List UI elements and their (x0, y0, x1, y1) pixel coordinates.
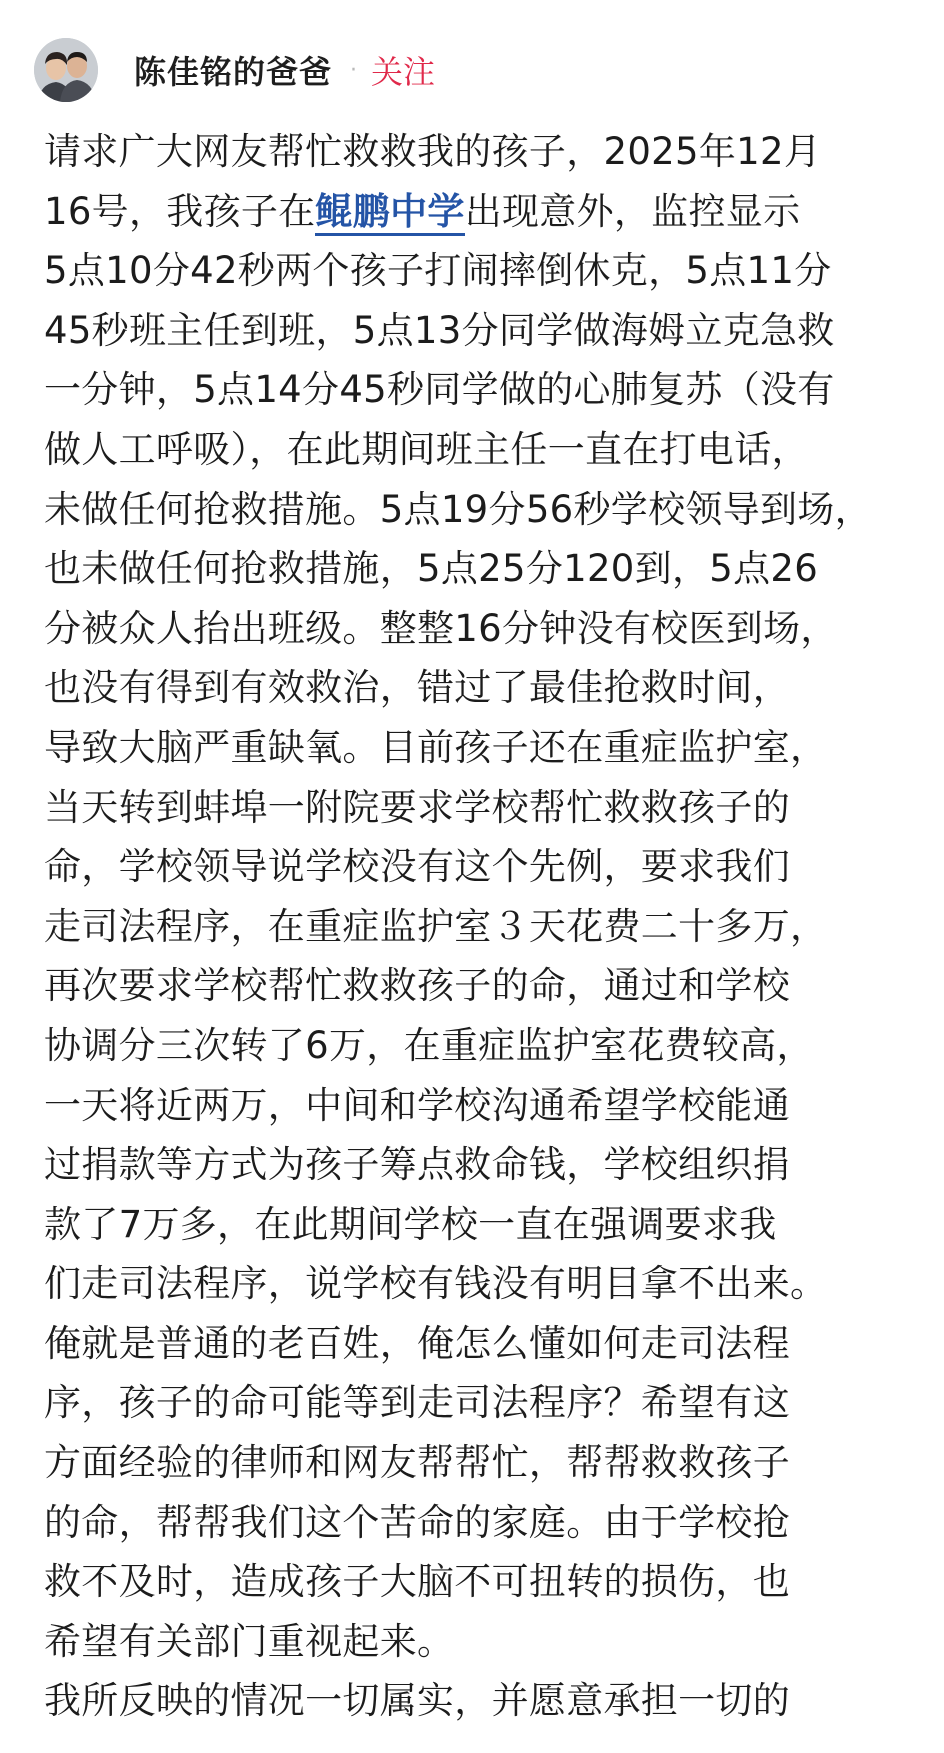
post-line: 协调分三次转了6万，在重症监护室花费较高， (44, 1023, 814, 1067)
post-line: 俺就是普通的老百姓，俺怎么懂如何走司法程 (44, 1321, 790, 1365)
post-line: 救不及时，造成孩子大脑不可扭转的损伤，也 (44, 1560, 790, 1604)
post-line: 序，孩子的命可能等到走司法程序？希望有这 (44, 1381, 790, 1425)
post-line-text: 16号，我孩子在 (44, 189, 316, 233)
post-line: 走司法程序，在重症监护室３天花费二十多万， (44, 904, 828, 948)
topic-link[interactable]: 鲲鹏中学 (315, 190, 464, 236)
post-line: 45秒班主任到班，5点13分同学做海姆立克急救 (44, 308, 835, 352)
post-line: 当天转到蚌埠一附院要求学校帮忙救救孩子的 (44, 785, 790, 829)
follow-button[interactable]: 关注 (371, 53, 436, 91)
post-line: 命，学校领导说学校没有这个先例，要求我们 (44, 845, 790, 889)
post-line: 再次要求学校帮忙救救孩子的命，通过和学校 (44, 964, 790, 1008)
post-header (34, 36, 435, 104)
author-avatar[interactable] (34, 38, 98, 102)
post-line: 过捐款等方式为孩子筹点救命钱，学校组织捐 (44, 1143, 790, 1187)
post-line: 也没有得到有效救治，错过了最佳抢救时间， (44, 666, 790, 710)
post-line (44, 182, 924, 242)
separator-dot: · (350, 57, 358, 83)
post-line: 一分钟，5点14分45秒同学做的心肺复苏（没有 (44, 368, 835, 412)
post-body (44, 122, 924, 1731)
post-line: 导致大脑严重缺氧。目前孩子还在重症监护室， (44, 725, 828, 769)
post-line: 们走司法程序，说学校有钱没有明目拿不出来。 (44, 1262, 828, 1306)
post-line: 方面经验的律师和网友帮帮忙，帮帮救救孩子 (44, 1441, 790, 1485)
post-line: 的命，帮帮我们这个苦命的家庭。由于学校抢 (44, 1500, 790, 1544)
post-line: 也未做任何抢救措施，5点25分120到，5点26 (44, 547, 819, 591)
post-line: 分被众人抬出班级。整整16分钟没有校医到场， (44, 606, 838, 650)
post-line: 未做任何抢救措施。5点19分56秒学校领导到场， (44, 487, 872, 531)
post-line: 希望有关部门重视起来。 (44, 1619, 455, 1663)
avatar-photo-icon (34, 38, 98, 102)
post-line: 一天将近两万，中间和学校沟通希望学校能通 (44, 1083, 790, 1127)
post-line: 做人工呼吸），在此期间班主任一直在打电话， (44, 427, 809, 471)
post-line: 我所反映的情况一切属实，并愿意承担一切的 (44, 1679, 790, 1723)
post-line: 5点10分42秒两个孩子打闹摔倒休克，5点11分 (44, 249, 832, 293)
post-line-text: 出现意外，监控显示 (464, 189, 801, 233)
post-line: 款了7万多，在此期间学校一直在强调要求我 (44, 1202, 777, 1246)
post-line: 请求广大网友帮忙救救我的孩子，2025年12月 (44, 130, 822, 173)
author-name[interactable]: 陈佳铭的爸爸 (134, 53, 333, 91)
